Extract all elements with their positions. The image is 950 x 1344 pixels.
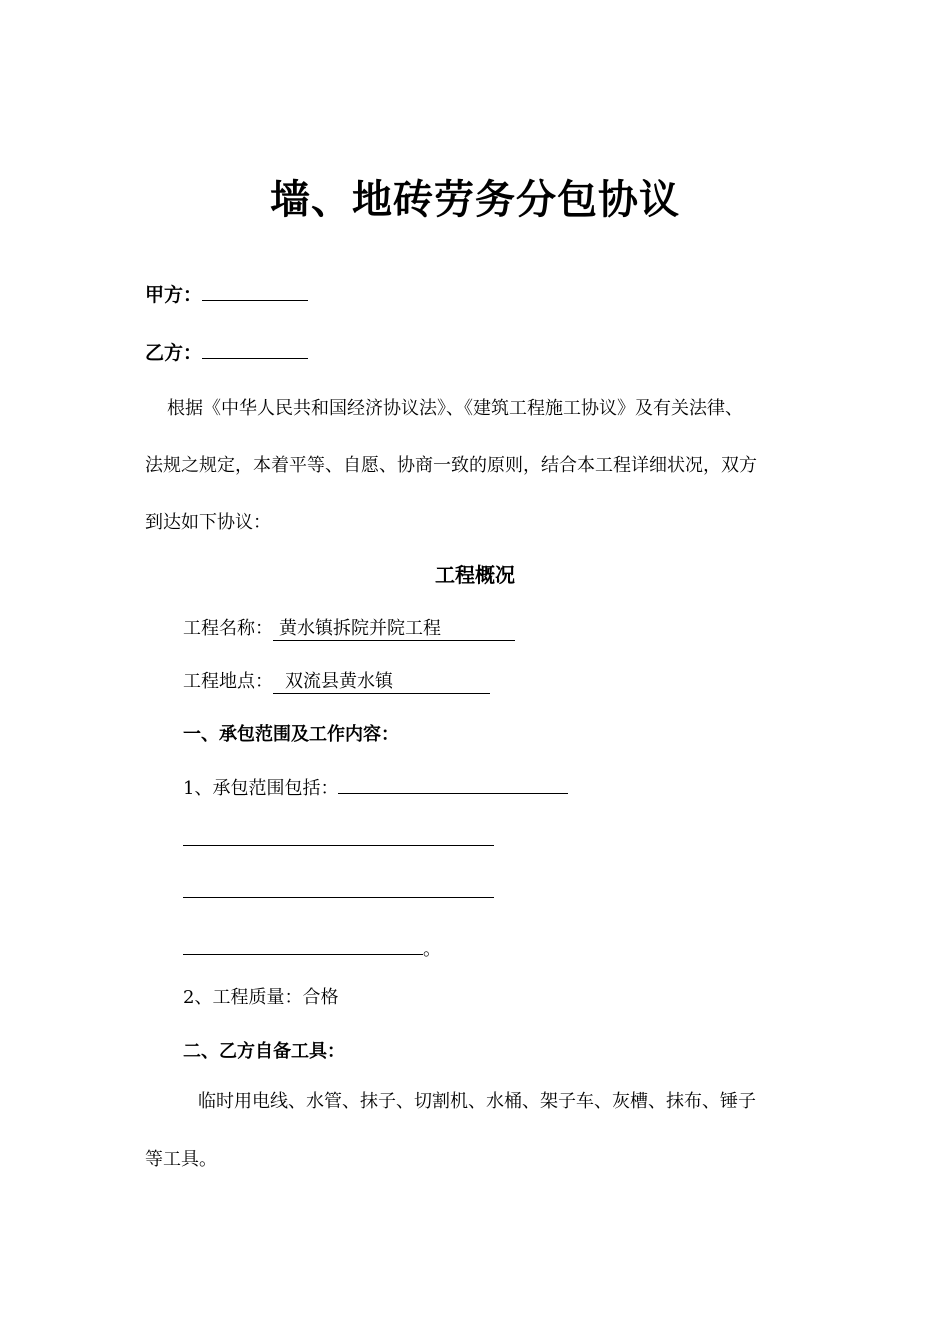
- intro-line-2: 法规之规定，本着平等、自愿、协商一致的原则，结合本工程详细状况，双方: [145, 455, 757, 476]
- scope-blank-line-2: [183, 845, 494, 846]
- project-location-value: 双流县黄水镇: [273, 671, 490, 694]
- intro-line-1: 根据《中华人民共和国经济协议法》、《建筑工程施工协议》及有关法律、: [167, 398, 743, 419]
- project-location-line: [183, 669, 490, 695]
- project-name-value: 黄水镇拆院并院工程: [273, 618, 515, 641]
- section-2-heading: 二、乙方自备工具：: [183, 1041, 345, 1062]
- party-a-line: [145, 280, 308, 308]
- project-name-line: [183, 616, 515, 642]
- intro-line-3: 到达如下协议：: [145, 512, 271, 533]
- party-b-line: [145, 338, 308, 366]
- party-b-blank: [202, 338, 308, 359]
- scope-final-line: [183, 934, 441, 963]
- scope-line: [183, 773, 568, 802]
- party-a-blank: [202, 280, 308, 301]
- document-title: 墙、地砖劳务分包协议: [270, 177, 680, 223]
- scope-label: 1、承包范围包括：: [183, 778, 339, 799]
- quality-line: 2、工程质量：合格: [183, 987, 339, 1008]
- party-b-label: 乙方：: [145, 342, 203, 364]
- tools-line-1: 临时用电线、水管、抹子、切割机、水桶、架子车、灰槽、抹布、锤子: [198, 1091, 756, 1112]
- scope-blank-line-4: [183, 934, 423, 955]
- project-location-label: 工程地点：: [183, 671, 273, 692]
- overview-heading: 工程概况: [435, 563, 515, 587]
- scope-blank: [338, 773, 568, 794]
- scope-blank-line-3: [183, 897, 494, 898]
- tools-line-2: 等工具。: [145, 1149, 217, 1170]
- party-a-label: 甲方：: [145, 284, 203, 306]
- scope-end-mark: 。: [423, 939, 441, 960]
- section-1-heading: 一、承包范围及工作内容：: [183, 724, 399, 745]
- project-name-label: 工程名称：: [183, 618, 273, 639]
